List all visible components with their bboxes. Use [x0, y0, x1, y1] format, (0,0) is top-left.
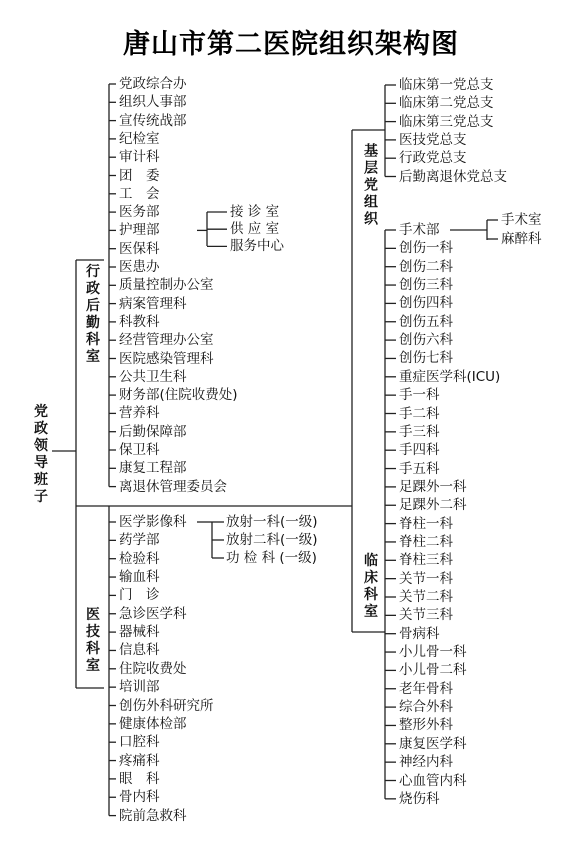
xingzheng-label: 行政后勤科室: [86, 264, 100, 365]
yiji-item: 创伤外科研究所: [119, 697, 214, 714]
linchuang-item: 创伤三科: [399, 277, 453, 294]
yiji-item: 急诊医学科: [119, 605, 187, 622]
linchuang-item: 神经内科: [399, 754, 453, 771]
linchuang-item: 脊柱一科: [399, 515, 453, 532]
xingzheng-item: 工 会: [119, 185, 160, 202]
yiji-item: 健康体检部: [119, 715, 187, 732]
xingzheng-item: 护理部: [119, 222, 160, 239]
linchuang-item: 脊柱二科: [399, 533, 453, 550]
nursing-child: 供 应 室: [230, 221, 280, 238]
jiceng-item: 临床第三党总支: [399, 113, 494, 130]
jiceng-item: 医技党总支: [399, 131, 467, 148]
xingzheng-item: 后勤保障部: [119, 423, 187, 440]
linchuang-item: 综合外科: [399, 699, 453, 716]
yiji-item: 信息科: [119, 642, 160, 659]
linchuang-item: 关节一科: [399, 570, 453, 587]
xingzheng-item: 审计科: [119, 149, 160, 166]
imaging-child: 放射一科(一级): [226, 514, 318, 530]
jiceng-item: 行政党总支: [399, 150, 467, 167]
xingzheng-item: 团 委: [119, 167, 160, 184]
xingzheng-item: 宣传统战部: [119, 112, 187, 129]
linchuang-item: 手三科: [399, 423, 440, 440]
linchuang-item: 手二科: [399, 405, 440, 422]
yiji-item: 住院收费处: [119, 660, 187, 677]
yiji-item: 器械科: [119, 624, 160, 641]
linchuang-item: 整形外科: [399, 717, 453, 734]
xingzheng-item: 营养科: [119, 405, 160, 422]
jiceng-item: 后勤离退休党总支: [399, 168, 507, 185]
xingzheng-item: 医患办: [119, 259, 160, 275]
linchuang-item: 烧伤科: [399, 790, 440, 807]
linchuang-item: 创伤二科: [399, 258, 453, 275]
linchuang-item: 创伤四科: [399, 295, 453, 312]
xingzheng-item: 病案管理科: [119, 295, 187, 312]
yiji-item: 骨内科: [119, 789, 160, 806]
linchuang-item: 关节二科: [399, 589, 453, 605]
linchuang-item: 创伤六科: [399, 332, 453, 349]
yiji-label: 医技科室: [86, 607, 100, 674]
linchuang-item: 手一科: [399, 387, 440, 404]
xingzheng-item: 医院感染管理科: [119, 350, 214, 367]
yiji-item: 培训部: [119, 679, 160, 696]
linchuang-item: 心血管内科: [399, 772, 467, 789]
linchuang-item: 小儿骨一科: [399, 644, 467, 661]
yiji-item: 口腔科: [119, 734, 160, 751]
xingzheng-item: 康复工程部: [119, 460, 187, 477]
yiji-item: 眼 科: [119, 770, 160, 787]
linchuang-item: 重症医学科(ICU): [399, 368, 501, 385]
xingzheng-item: 医务部: [119, 204, 160, 221]
xingzheng-item: 离退休管理委员会: [119, 478, 227, 495]
linchuang-item: 创伤一科: [399, 240, 453, 257]
xingzheng-item: 纪检室: [119, 130, 160, 147]
yiji-item: 门 诊: [119, 587, 160, 604]
yiji-item: 疼痛科: [119, 752, 160, 769]
xingzheng-item: 财务部(住院收费处): [119, 387, 238, 404]
linchuang-item: 康复医学科: [399, 735, 467, 752]
jiceng-item: 临床第二党总支: [399, 95, 494, 112]
yiji-item: 检验科: [119, 550, 160, 567]
jiceng-item: 临床第一党总支: [399, 77, 494, 93]
linchuang-item: 足踝外一科: [399, 478, 467, 495]
linchuang-item: 老年骨科: [399, 680, 453, 697]
surgery-child: 手术室: [501, 212, 542, 228]
linchuang-item: 手四科: [399, 442, 440, 459]
surgery-child: 麻醉科: [501, 231, 542, 247]
linchuang-item: 创伤七科: [399, 350, 453, 367]
yiji-item: 院前急救科: [119, 807, 187, 824]
root-label: 党政领导班子: [34, 404, 48, 505]
chart-title: 唐山市第二医院组织架构图: [123, 29, 459, 60]
xingzheng-item: 医保科: [119, 240, 160, 257]
xingzheng-item: 科教科: [119, 313, 160, 330]
linchuang-item: 手术部: [399, 222, 440, 238]
yiji-item: 药学部: [119, 532, 160, 549]
xingzheng-item: 保卫科: [119, 442, 160, 458]
imaging-child: 功 检 科 (一级): [226, 550, 317, 566]
linchuang-label: 临床科室: [364, 553, 378, 620]
jiceng-label: 基层党组织: [364, 143, 378, 228]
linchuang-item: 创伤五科: [399, 313, 453, 330]
nursing-child: 接 诊 室: [230, 204, 280, 220]
linchuang-item: 手五科: [399, 460, 440, 477]
xingzheng-item: 经营管理办公室: [119, 332, 214, 349]
linchuang-item: 小儿骨二科: [399, 662, 467, 679]
linchuang-item: 骨病科: [399, 625, 440, 642]
yiji-item: 医学影像科: [119, 514, 187, 530]
xingzheng-item: 组织人事部: [119, 94, 187, 111]
linchuang-item: 足踝外二科: [399, 497, 467, 514]
linchuang-item: 关节三科: [399, 607, 453, 624]
imaging-child: 放射二科(一级): [226, 532, 318, 548]
xingzheng-item: 公共卫生科: [119, 368, 187, 385]
nursing-child: 服务中心: [230, 238, 284, 255]
yiji-item: 输血科: [119, 569, 160, 586]
xingzheng-item: 质量控制办公室: [119, 277, 214, 294]
linchuang-item: 脊柱三科: [399, 552, 453, 569]
xingzheng-item: 党政综合办: [119, 76, 187, 92]
